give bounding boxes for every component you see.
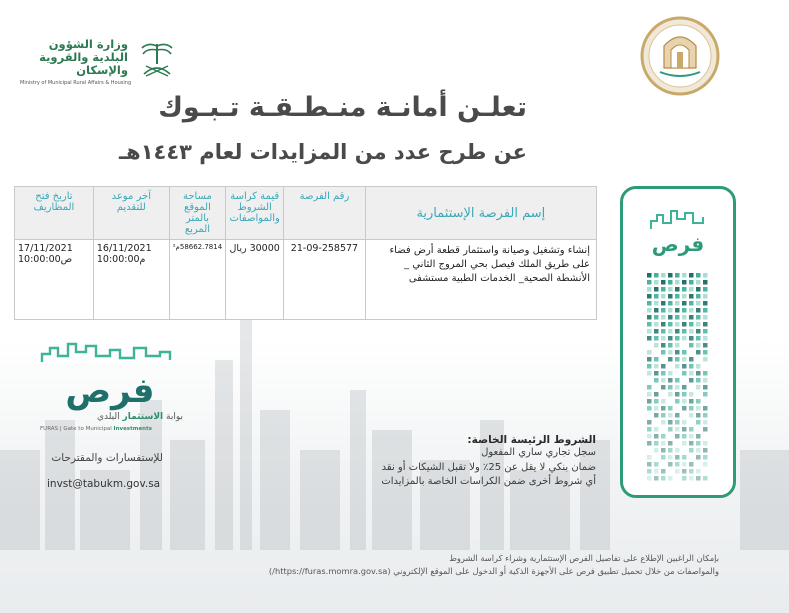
phone-dot: [689, 329, 694, 334]
phone-dot: [675, 350, 680, 355]
cell-booklet-price: 30000 ريال: [226, 240, 284, 320]
phone-dot: [668, 392, 673, 397]
phone-dot: [661, 322, 666, 327]
phone-dot: [675, 469, 680, 474]
phone-dot: [668, 301, 673, 306]
phone-dot: [661, 364, 666, 369]
phone-furas-wordmark: فرص: [651, 232, 705, 256]
table-row: [15, 240, 597, 320]
furas-gate-en-prefix: FURAS | Gate to Municipal: [40, 426, 112, 432]
phone-dot: [689, 413, 694, 418]
phone-dot: [661, 469, 666, 474]
phone-dot: [696, 294, 701, 299]
phone-dot: [675, 315, 680, 320]
phone-dot: [668, 378, 673, 383]
phone-dot: [654, 399, 659, 404]
phone-dot: [682, 350, 687, 355]
phone-dot: [661, 371, 666, 376]
page-subtitle: عن طرح عدد من المزايدات لعام ١٤٤٣هـ: [118, 140, 527, 164]
phone-dot: [654, 441, 659, 446]
phone-dot: [647, 364, 652, 369]
footer-note: [269, 552, 719, 578]
phone-dot: [703, 273, 708, 278]
ministry-name-arabic: وزارة الشؤون البلدية والقروية والإسكان: [39, 37, 128, 77]
condition-item: أي شروط أخرى ضمن الكراسات الخاصة بالمزايدات: [381, 476, 596, 487]
phone-dot: [703, 294, 708, 299]
cell-submission-deadline: 16/11/2021 10:00:00م: [93, 240, 169, 320]
phone-dot: [675, 301, 680, 306]
phone-dot: [689, 392, 694, 397]
phone-dot: [654, 280, 659, 285]
palm-swords-emblem-icon: [136, 38, 178, 80]
phone-dot: [654, 378, 659, 383]
phone-dot: [689, 287, 694, 292]
phone-dot: [675, 462, 680, 467]
phone-dot: [696, 399, 701, 404]
phone-dot: [668, 294, 673, 299]
phone-dot: [647, 294, 652, 299]
phone-dot: [647, 357, 652, 362]
header-opportunity-name: إسم الفرصة الإستثمارية: [365, 187, 596, 240]
phone-dot: [647, 301, 652, 306]
phone-dot: [661, 280, 666, 285]
phone-dot: [703, 413, 708, 418]
phone-dot: [703, 462, 708, 467]
phone-dot: [689, 427, 694, 432]
phone-dot: [675, 287, 680, 292]
header-opportunity-number: رقم الفرصة: [284, 187, 366, 240]
inquiries-email[interactable]: invst@tabukm.gov.sa: [47, 478, 161, 490]
phone-dot: [647, 392, 652, 397]
phone-dot: [696, 476, 701, 481]
phone-dot: [661, 420, 666, 425]
phone-dot: [696, 406, 701, 411]
phone-dot: [654, 357, 659, 362]
phone-dot: [689, 364, 694, 369]
phone-dot: [668, 462, 673, 467]
phone-dot: [682, 308, 687, 313]
phone-dot: [661, 413, 666, 418]
phone-dot: [703, 301, 708, 306]
phone-dot: [675, 336, 680, 341]
phone-dot: [682, 469, 687, 474]
phone-dot: [696, 336, 701, 341]
phone-dot: [654, 371, 659, 376]
phone-dot: [661, 301, 666, 306]
phone-dot: [675, 273, 680, 278]
phone-dot: [675, 364, 680, 369]
header-envelope-opening: تاريخ فتح المظاريف: [15, 187, 94, 240]
phone-dot: [689, 357, 694, 362]
phone-dot: [647, 385, 652, 390]
phone-dot: [689, 343, 694, 348]
phone-dot: [696, 280, 701, 285]
phone-dot: [689, 406, 694, 411]
phone-dot: [654, 322, 659, 327]
phone-dot: [647, 434, 652, 439]
phone-dot: [696, 413, 701, 418]
phone-dot: [682, 329, 687, 334]
phone-dot: [647, 315, 652, 320]
phone-dot: [654, 462, 659, 467]
phone-dot: [668, 448, 673, 453]
phone-dot: [696, 343, 701, 348]
phone-dot: [654, 273, 659, 278]
phone-dot: [654, 308, 659, 313]
phone-dot: [668, 427, 673, 432]
phone-dot: [661, 399, 666, 404]
phone-dot: [675, 308, 680, 313]
phone-dot: [703, 287, 708, 292]
phone-dot: [703, 455, 708, 460]
phone-dot: [696, 455, 701, 460]
phone-dot: [661, 343, 666, 348]
phone-dot: [654, 287, 659, 292]
phone-dot: [703, 322, 708, 327]
phone-dot: [682, 280, 687, 285]
phone-dot: [675, 378, 680, 383]
furas-gate-ar-prefix: بوابة: [166, 412, 183, 422]
furas-gate-en-highlight: Investments: [113, 426, 152, 432]
phone-dot: [661, 378, 666, 383]
condition-item: ضمان بنكي لا يقل عن 25٪ ولا تقبل الشيكات أو نقد: [381, 461, 596, 473]
phone-dot: [647, 350, 652, 355]
phone-dot: [668, 322, 673, 327]
phone-dot: [675, 434, 680, 439]
phone-dot: [668, 336, 673, 341]
phone-dot: [654, 364, 659, 369]
phone-dot: [661, 434, 666, 439]
main-conditions: [381, 434, 596, 490]
phone-dot: [682, 420, 687, 425]
phone-dot: [675, 343, 680, 348]
phone-dot: [647, 455, 652, 460]
amana-tabuk-logo: [640, 16, 720, 96]
phone-dot: [696, 301, 701, 306]
phone-dot: [668, 329, 673, 334]
condition-item: سجل تجاري ساري المفعول: [481, 447, 596, 458]
phone-dot: [689, 371, 694, 376]
phone-dot: [647, 329, 652, 334]
furas-gate-ar-suffix: البلدي: [96, 412, 120, 422]
phone-dot: [654, 413, 659, 418]
phone-dot: [654, 392, 659, 397]
furas-gate-ar-highlight: الاستثمار: [122, 412, 164, 422]
phone-dot: [703, 378, 708, 383]
header-submission-deadline: آخر موعد للتقديم: [93, 187, 169, 240]
phone-dot: [675, 329, 680, 334]
phone-dot: [696, 469, 701, 474]
phone-dot: [682, 462, 687, 467]
phone-dot: [675, 322, 680, 327]
furas-app-splash-graphic: [623, 189, 733, 495]
ministry-logo-text: [20, 37, 132, 86]
phone-dot: [654, 315, 659, 320]
phone-dot: [682, 315, 687, 320]
phone-dot: [682, 455, 687, 460]
phone-dot: [682, 371, 687, 376]
phone-dot: [647, 322, 652, 327]
phone-dot: [689, 301, 694, 306]
phone-dot: [703, 350, 708, 355]
phone-dot: [696, 287, 701, 292]
phone-dot: [689, 476, 694, 481]
phone-dot: [661, 273, 666, 278]
cell-opportunity-number: 21-09-258577: [284, 240, 366, 320]
phone-dot: [703, 385, 708, 390]
phone-dot: [654, 434, 659, 439]
phone-dot: [682, 322, 687, 327]
phone-dot: [661, 294, 666, 299]
phone-dot: [675, 392, 680, 397]
phone-dot: [696, 371, 701, 376]
phone-dot: [689, 441, 694, 446]
phone-dot: [696, 308, 701, 313]
phone-dot: [654, 427, 659, 432]
footer-line-2: والمواصفات من خلال تحميل تطبيق فرص على الأجهزة الذكية أو الدخول على الموقع الإلكتروني (https://furas.momra.gov.sa/): [268, 566, 719, 576]
phone-dot: [668, 287, 673, 292]
phone-dot: [689, 378, 694, 383]
phone-dot: [682, 357, 687, 362]
phone-dot: [661, 406, 666, 411]
phone-dot: [647, 441, 652, 446]
furas-gate-english: [40, 426, 152, 432]
phone-dot: [703, 427, 708, 432]
phone-dot: [696, 448, 701, 453]
page-title: تعلـن أمانـة منـطـقـة تـبـوك: [158, 92, 527, 123]
phone-dot: [682, 287, 687, 292]
phone-dot: [661, 315, 666, 320]
phone-dot: [668, 476, 673, 481]
header-booklet-price: قيمة كراسة الشروط والمواصفات: [226, 187, 284, 240]
phone-dot: [682, 336, 687, 341]
phone-dot: [654, 329, 659, 334]
phone-dot: [703, 448, 708, 453]
phone-dot: [682, 301, 687, 306]
cell-opportunity-name: إنشاء وتشغيل وصيانة واستثمار قطعة أرض فضاء على طريق الملك فيصل بحي المروج الثاني _ الأنشطة الصحية_ الخدمات الطبية مستشفى: [365, 240, 596, 320]
phone-dot: [661, 385, 666, 390]
phone-dot: [647, 273, 652, 278]
phone-dot: [668, 413, 673, 418]
phone-dot: [647, 462, 652, 467]
phone-dot: [682, 294, 687, 299]
phone-dot: [661, 336, 666, 341]
phone-dot: [703, 343, 708, 348]
phone-dot: [661, 329, 666, 334]
phone-dot: [682, 392, 687, 397]
phone-dot: [689, 294, 694, 299]
phone-dot: [689, 315, 694, 320]
phone-dot: [703, 476, 708, 481]
cell-site-area: 58662.7814م²: [169, 240, 225, 320]
phone-dot: [696, 315, 701, 320]
opportunities-table: [14, 186, 597, 320]
phone-dot: [654, 469, 659, 474]
phone-dot: [668, 441, 673, 446]
phone-dot: [661, 350, 666, 355]
phone-dot: [654, 476, 659, 481]
phone-dot: [703, 392, 708, 397]
phone-dot: [647, 308, 652, 313]
phone-dot: [696, 273, 701, 278]
phone-dot: [647, 280, 652, 285]
phone-dot: [689, 462, 694, 467]
phone-dot: [682, 406, 687, 411]
phone-dot: [696, 364, 701, 369]
phone-dot: [661, 441, 666, 446]
phone-dot: [703, 280, 708, 285]
phone-dot: [654, 406, 659, 411]
phone-dot: [703, 420, 708, 425]
phone-dot: [668, 315, 673, 320]
phone-dot: [675, 455, 680, 460]
phone-dot: [668, 273, 673, 278]
phone-dot: [647, 427, 652, 432]
phone-dot: [647, 287, 652, 292]
phone-dot: [654, 448, 659, 453]
furas-gate-arabic: [97, 412, 183, 422]
phone-dot: [696, 378, 701, 383]
phone-dot-pattern: [647, 273, 708, 481]
ministry-logo: [20, 37, 180, 86]
phone-dot: [647, 336, 652, 341]
phone-dot: [675, 399, 680, 404]
phone-dot: [682, 476, 687, 481]
phone-dot: [647, 406, 652, 411]
phone-dot: [703, 315, 708, 320]
phone-dot: [689, 448, 694, 453]
phone-dot: [654, 343, 659, 348]
phone-dot: [703, 371, 708, 376]
inquiries-label: للإستفسارات والمقترحات: [51, 452, 163, 464]
phone-dot: [654, 294, 659, 299]
phone-dot: [675, 448, 680, 453]
phone-dot: [689, 308, 694, 313]
phone-dot: [703, 329, 708, 334]
phone-dot: [682, 364, 687, 369]
phone-dot: [696, 420, 701, 425]
phone-dot: [689, 434, 694, 439]
phone-dot: [668, 280, 673, 285]
phone-dot: [661, 476, 666, 481]
phone-dot: [682, 385, 687, 390]
phone-dot: [647, 399, 652, 404]
phone-dot: [668, 371, 673, 376]
phone-dot: [675, 385, 680, 390]
phone-dot: [668, 455, 673, 460]
phone-dot: [661, 287, 666, 292]
phone-dot: [689, 336, 694, 341]
phone-dot: [696, 434, 701, 439]
phone-dot: [647, 469, 652, 474]
phone-dot: [696, 329, 701, 334]
cell-envelope-opening: 17/11/2021 10:00:00ص: [15, 240, 94, 320]
conditions-title: الشروط الرئيسة الخاصة:: [467, 434, 596, 446]
phone-dot: [696, 350, 701, 355]
phone-dot: [682, 273, 687, 278]
phone-dot: [647, 476, 652, 481]
footer-line-1: بإمكان الراغبين الإطلاع على تفاصيل الفرص الإستثمارية وشراء كراسة الشروط: [449, 553, 719, 563]
phone-dot: [703, 357, 708, 362]
phone-dot: [682, 441, 687, 446]
phone-dot: [675, 280, 680, 285]
phone-dot: [668, 343, 673, 348]
phone-dot: [661, 448, 666, 453]
phone-dot: [675, 420, 680, 425]
phone-dot: [703, 336, 708, 341]
phone-dot: [647, 371, 652, 376]
phone-dot: [654, 301, 659, 306]
ministry-name-english: Ministry of Municipal Rural Affairs & Housing: [20, 80, 132, 86]
phone-dot: [696, 385, 701, 390]
phone-dot: [661, 455, 666, 460]
phone-dot: [668, 308, 673, 313]
phone-dot: [668, 385, 673, 390]
phone-dot: [654, 336, 659, 341]
phone-dot: [668, 350, 673, 355]
phone-dot: [689, 469, 694, 474]
phone-dot: [682, 434, 687, 439]
furas-app-phone-mockup: [620, 186, 736, 498]
phone-dot: [668, 406, 673, 411]
phone-dot: [703, 308, 708, 313]
phone-dot: [675, 294, 680, 299]
phone-dot: [675, 413, 680, 418]
phone-dot: [689, 273, 694, 278]
phone-dot: [689, 280, 694, 285]
phone-dot: [668, 357, 673, 362]
table-header-row: [15, 187, 597, 240]
phone-dot: [703, 406, 708, 411]
phone-dot: [696, 322, 701, 327]
phone-dot: [675, 357, 680, 362]
phone-dot: [647, 420, 652, 425]
phone-dot: [682, 427, 687, 432]
phone-dot: [668, 420, 673, 425]
furas-logo-wordmark: فرص: [65, 371, 155, 411]
phone-dot: [682, 399, 687, 404]
phone-dot: [661, 308, 666, 313]
phone-dot: [703, 441, 708, 446]
header-site-area: مساحة الموقع بالمتر المربع: [169, 187, 225, 240]
phone-dot: [675, 427, 680, 432]
phone-dot: [689, 322, 694, 327]
phone-dot: [689, 399, 694, 404]
phone-dot: [696, 441, 701, 446]
